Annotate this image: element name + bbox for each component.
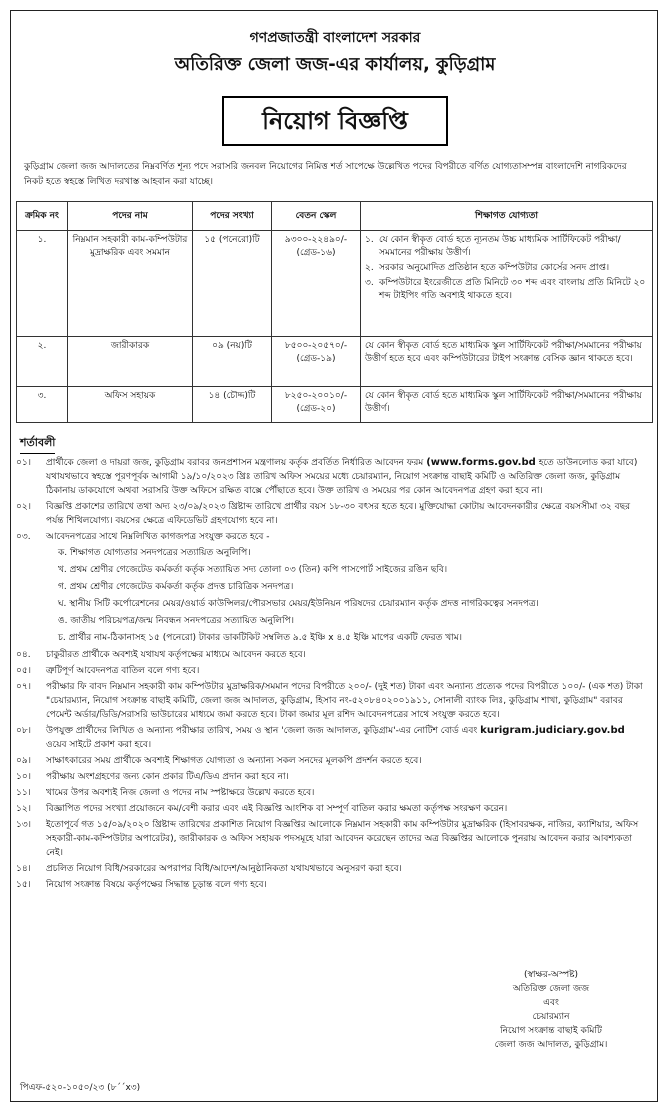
term-item: ০৩. আবেদনপত্রের সাথে নিম্নলিখিত কাগজপত্র সংযুক্ত করতে হবে - [16,532,270,542]
document-item: ঘ. স্থানীয় সিটি কর্পোরেশনের মেয়র/ওয়ার্ড কাউন্সিলর/পৌরসভার মেয়র/ইউনিয়ন পরিষদের চেয়ারম্যান কর্তৃক প্রদত্ত নাগরিকত্বের সনদপত্র। [58,599,539,609]
document-item: চ. প্রার্থীর নাম-ঠিকানাসহ ১৫ (পনেরো) টাকার ডাকটিকিট সম্বলিত ৯.৫ ইঞ্চি x ৪.৫ ইঞ্চি মাপের একটি ফেরত খাম। [58,633,462,643]
row-qualification: যে কোন স্বীকৃত বোর্ড হতে মাধ্যমিক স্কুল সার্টিফিকেট পরীক্ষা/সমমানের পরীক্ষায় উত্তীর্ণ হতে হবে এবং কম্পিউটারের টাইপ সংক্রান্ত বেসিক জ্ঞান থাকতে হবে। [361,337,653,387]
term-item: ০৮। উপযুক্ত প্রার্থীদের লিখিত ও অন্যান্য পরীক্ষার তারিখ, সময় ও স্থান 'জেলা জজ আদালত, কুড়িগ্রাম'-এর নোটিশ বোর্ড এবং kurigram.judiciary.gov.bd ওয়েব সাইটে প্রকাশ করা হবে। [16,725,625,750]
qualification-item: ২. সরকার অনুমোদিত প্রতিষ্ঠান হতে কম্পিউটার কোর্সের সনদ প্রাপ্ত। [365,263,610,273]
term-item: ১৫। নিয়োগ সংক্রান্ত বিষয়ে কর্তৃপক্ষের সিদ্ধান্ত চূড়ান্ত বলে গণ্য হবে। [16,880,267,890]
table-row [17,337,653,387]
header-qualification: শিক্ষাগত যোগ্যতা [361,202,653,231]
table-row [17,387,653,423]
row-post-name: অফিস সহায়ক [68,387,193,423]
intro-paragraph: কুড়িগ্রাম জেলা জজ আদালতের নিম্নবর্ণিত শূন্য পদে সরাসরি জনবল নিয়োগের নিমিত্ত শর্ত সাপেক্ষে উল্লেখিত পদের বিপরীতে বর্ণিত যোগ্যতাসম্পন্ন বাংলাদেশি নাগরিকদের নিকট হতে স্বহস্তে লিখিত দরখাস্ত আহবান করা যাচ্ছে। [24,162,627,187]
signatory-chairman: চেয়ারম্যান [532,1012,570,1022]
signature-block [456,968,646,1052]
term-item: ০১। প্রার্থীকে জেলা ও দায়রা জজ, কুড়িগ্রাম বরাবর জনপ্রশাসন মন্ত্রণালয় কর্তৃক প্রবর্তিত নির্ধারিত আবেদন ফরম (www.forms.gov.bd হতে ডাউনলোড করা যাবে) যথাযথভাবে স্বহস্তে পূরণপূর্বক আগামী ১৯/১০/২০২৩ খ্রিঃ তারিখ অফিস সময়ের মধ্যে চেয়ারম্যান, নিয়োগ সংক্রান্ত বাছাই কমিটি ও অতিরিক্ত জেলা জজ, কুড়িগ্রাম ঠিকানায় ডাকযোগে অথবা সরাসরি উক্ত অফিসে রক্ষিত বাক্সে পৌঁছাতে হবে। উক্ত তারিখ ও সময়ের পর কোন আবেদনপত্র গ্রহণ করা হবে না। [16,457,638,496]
term-item: ০৪. চাকুরীরত প্রার্থীকে অবশ্যই যথাযথ কর্তৃপক্ষের মাধ্যমে আবেদন করতে হবে। [16,650,306,660]
signatory-and: এবং [543,998,559,1008]
government-heading: গণপ্রজাতন্ত্রী বাংলাদেশ সরকার [249,30,421,46]
signatory-title: অতিরিক্ত জেলা জজ [512,984,590,994]
header-post-name: পদের নাম [68,202,193,231]
term-item: ০৫। ত্রুটিপূর্ণ আবেদনপত্র বাতিল বলে গণ্য হবে। [16,666,200,676]
notice-title: নিয়োগ বিজ্ঞপ্তি [222,96,448,146]
qualification-item: ৩. কম্পিউটারে ইংরেজীতে প্রতি মিনিটে ৩০ শব্দ এবং বাংলায় প্রতি মিনিটে ২০ শব্দ টাইপিং গতি অবশ্যই থাকতে হবে। [365,278,646,301]
office-heading: অতিরিক্ত জেলা জজ-এর কার্যালয়, কুড়িগ্রাম [174,54,496,75]
row-serial: ৩. [17,387,68,423]
term-item: ০২। বিজ্ঞপ্তি প্রকাশের তারিখে তথা অদ্য ২৩/০৯/২০২৩ খ্রিষ্টাব্দ তারিখে প্রার্থীর বয়স ১৮-৩০ বৎসর হতে হবে। মুক্তিযোদ্ধা কোটায় আবেদনকারীর ক্ষেত্রে বয়সসীমা ৩২ বছর পর্যন্ত শিথিলযোগ্য। বয়সের ক্ষেত্রে এফিডেভিট গ্রহণযোগ্য হবে না। [16,502,631,526]
document-item: ক. শিক্ষাগত যোগ্যতার সনদপত্রের সত্যায়িত অনুলিপি। [58,548,251,558]
row-serial: ১. [17,231,68,337]
terms-heading: শর্তাবলী [20,434,55,454]
row-qualification: যে কোন স্বীকৃত বোর্ড হতে মাধ্যমিক স্কুল সার্টিফিকেট পরীক্ষা/সমমানের পরীক্ষায় উত্তীর্ণ। [361,387,653,423]
forms-url: (www.forms.gov.bd [426,457,536,468]
term-item: ১০। পরীক্ষায় অংশগ্রহণের জন্য কোন প্রকার টিএ/ডিএ প্রদান করা হবে না। [16,772,289,782]
row-post-count: ০৯ (নয়)টি [193,337,272,387]
terms-list [16,456,646,894]
term-item: ০৯। সাক্ষাৎকারের সময় প্রার্থীকে অবশ্যই শিক্ষাগত যোগ্যতা ও অন্যান্য সকল সনদের মূলকপি প্রদর্শন করতে হবে। [16,756,422,766]
signature-note: (স্বাক্ষর-অস্পষ্ট) [523,970,579,980]
row-pay-scale: ৮৫০০-২০৫৭০/- (গ্রেড-১৯) [272,337,361,387]
term-item: ১১। খামের উপর অবশ্যই নিজ জেলা ও পদের নাম স্পষ্টাক্ষরে উল্লেখ করতে হবে। [16,788,315,798]
term-item: ০৭। পরীক্ষার ফি বাবদ নিম্নমান সহকারী কাম কম্পিউটার মুদ্রাক্ষরিক/সমমান পদের বিপরীতে ২০০/- (দুই শত) টাকা এবং অন্যান্য প্রত্যেক পদের বিপরীতে ১০০/- (এক শত) টাকা "চেয়ারম্যান, নিয়োগ সংক্রান্ত বাছাই কমিটি, জেলা জজ আদালত, কুড়িগ্রাম, হিসাব নং-৫২০৮৪০২০০১৯১১, সোনালী ব্যাংক লিঃ, কুড়িগ্রাম শাখা, কুড়িগ্রাম" বরাবর পেমেন্ট অর্ডার/ডিডি/সরাসরি ভাউচারের মাধ্যমে জমা করতে হবে। টাকা জমার মূল রশিদ আবেদনপত্রের সাথে সংযুক্ত করতে হবে। [16,682,643,720]
header-post-count: পদের সংখ্যা [193,202,272,231]
qualification-item: ১. যে কোন স্বীকৃত বোর্ড হতে ন্যূনতম উচ্চ মাধ্যমিক সার্টিফিকেট পরীক্ষা/সমমানের পরীক্ষায় উত্তীর্ণ। [365,235,621,258]
term-item: ১২। বিজ্ঞাপিত পদের সংখ্যা প্রয়োজনে কম/বেশী করার এবং এই বিজ্ঞপ্তি আংশিক বা সম্পূর্ণ বাতিল করার ক্ষমতা কর্তৃপক্ষ সংরক্ষণ করেন। [16,804,508,814]
signatory-committee: নিয়োগ সংক্রান্ত বাছাই কমিটি [500,1026,602,1036]
row-post-name: জারীকারক [68,337,193,387]
document-item: গ. প্রথম শ্রেণীর গেজেটেড কর্মকর্তা কর্তৃক প্রদত্ত চারিত্রিক সনদপত্র। [58,582,294,592]
header-pay-scale: বেতন স্কেল [272,202,361,231]
table-row [17,231,653,337]
row-pay-scale: ৯৩০০-২২৪৯০/- (গ্রেড-১৬) [272,231,361,337]
row-qualification [361,231,653,337]
print-code: পিএফ-৫২০-১০৫০/২৩ (৮´´x৩) [20,1083,141,1093]
row-post-count: ১৫ (পনেরো)টি [193,231,272,337]
row-pay-scale: ৮২৫০-২০০১০/- (গ্রেড-২০) [272,387,361,423]
term-item: ১৪। প্রচলিত নিয়োগ বিধি/সরকারের অপরাপর বিধি/আদেশ/আনুষ্ঠানিকতা যথাযথভাবে অনুসরণ করা হবে। [16,864,402,874]
document-item: ঙ. জাতীয় পরিচয়পত্র/জন্ম নিবন্ধন সনদপত্রের সত্যায়িত অনুলিপি। [58,616,295,626]
document-item: খ. প্রথম শ্রেণীর গেজেটেড কর্মকর্তা কর্তৃক সত্যায়িত সদ্য তোলা ০৩ (তিন) কপি পাসপোর্ট সাইজের রঙিন ছবি। [58,565,448,575]
row-post-name: নিম্নমান সহকারী কাম-কম্পিউটার মুদ্রাক্ষরিক এবং সমমান [68,231,193,337]
posts-table [16,201,653,423]
judiciary-url: kurigram.judiciary.gov.bd [480,725,625,736]
term-item: ১৩। ইতোপূর্বে গত ১৫/০৯/২০২০ খ্রিষ্টাব্দ তারিখের প্রকাশিত নিয়োগ বিজ্ঞপ্তির আলোকে নিম্নমান সহকারী কাম কম্পিউটার মুদ্রাক্ষরিক (হিসাবরক্ষক, নাজির, ক্যাশিয়ার, অফিস সহকারী-কাম-কম্পিউটার অপারেটর), জারীকারক ও অফিস সহায়ক পদসমূহে যারা আবেদন করেছেন তাদের অত্র বিজ্ঞপ্তির আলোকে পুনরায় আবেদন করার আবশ্যকতা নেই। [16,820,639,858]
signatory-office: জেলা জজ আদালত, কুড়িগ্রাম। [494,1040,608,1050]
table-header-row [17,202,653,231]
header-serial: ক্রমিক নং [17,202,68,231]
row-post-count: ১৪ (চৌদ্দ)টি [193,387,272,423]
row-serial: ২. [17,337,68,387]
